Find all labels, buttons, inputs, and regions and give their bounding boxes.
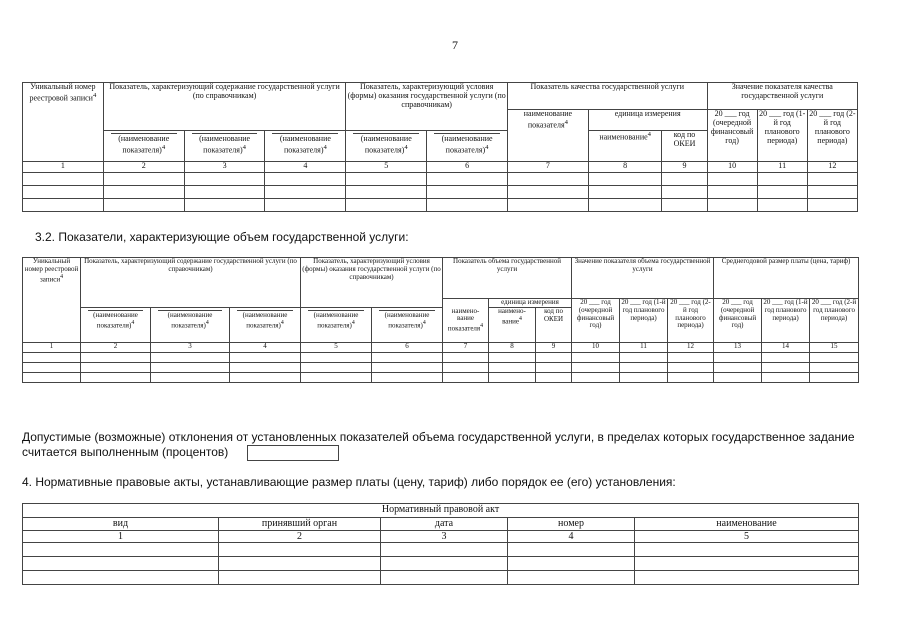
content-sub-1: (наименование показателя)$^4$ [103, 130, 184, 161]
conditions-header: Показатель, характеризующий условия (формы) оказания государственной услуги (по справочникам) [301, 258, 443, 299]
unit-header: единица измерения [489, 299, 572, 308]
registry-header: Уникальный номер реестровой записи$^4$ [23, 258, 81, 343]
act-header: Нормативный правовой акт [23, 504, 859, 518]
content-header: Показатель, характеризующий содержание государственной услуги (по справочникам) [103, 83, 346, 110]
content-spacer [103, 110, 346, 131]
section-4-heading: 4. Нормативные правовые акты, устанавливающие размер платы (цену, тариф) либо порядок ее (его) установления: [22, 475, 676, 489]
col-number: 3 [184, 161, 265, 172]
conditions-sub-1: (наименование показателя)$^4$ [301, 307, 372, 342]
col-number: 2 [81, 342, 151, 352]
quality-values-header: Значение показателя качества государственной услуги [707, 83, 857, 110]
col-number: 10 [707, 161, 757, 172]
year2-header: 20 ___ год (1-й год планового периода) [757, 110, 807, 162]
conditions-sub-2: (наименование показателя)$^4$ [427, 130, 508, 161]
deviation-text-line-1: Допустимые (возможные) отклонения от установленных показателей объема государственной услуги, в пределах которых государственное задание [22, 430, 855, 444]
col-number: 8 [489, 342, 536, 352]
content-sub-3: (наименование показателя)$^4$ [265, 130, 346, 161]
conditions-spacer [346, 110, 508, 131]
unit-header: единица измерения [588, 110, 707, 131]
conditions-sub-1: (наименование показателя)$^4$ [346, 130, 427, 161]
col-number-header: номер [508, 518, 635, 531]
content-sub-2: (наименование показателя)$^4$ [151, 307, 230, 342]
indicator-name-header: наименование показателя$^4$ [508, 110, 589, 162]
unit-name-header: наимено-вание$^4$ [489, 307, 536, 342]
col-number: 2 [219, 531, 381, 543]
table-row [23, 557, 859, 571]
fee-year2-header: 20 ___ год (1-й год планового периода) [762, 299, 810, 343]
okei-header: код по ОКЕИ [536, 307, 572, 342]
year1-header: 20 ___ год (очередной финансовый год) [707, 110, 757, 162]
unit-name-header: наименование$^4$ [588, 130, 662, 161]
col-number: 4 [265, 161, 346, 172]
col-number: 8 [588, 161, 662, 172]
col-number: 7 [508, 161, 589, 172]
content-header: Показатель, характеризующий содержание государственной услуги (по справочникам) [81, 258, 301, 299]
table-row [23, 362, 859, 372]
table-row [23, 198, 858, 211]
content-sub-1: (наименование показателя)$^4$ [81, 307, 151, 342]
table-row [23, 543, 859, 557]
volume-indicators-table [22, 257, 859, 383]
col-number: 2 [103, 161, 184, 172]
col-number: 7 [443, 342, 489, 352]
content-sub-2: (наименование показателя)$^4$ [184, 130, 265, 161]
col-number: 10 [572, 342, 620, 352]
col-issuer-header: принявший орган [219, 518, 381, 531]
col-number: 13 [714, 342, 762, 352]
deviation-percent-field[interactable] [247, 445, 339, 461]
col-number: 6 [427, 161, 508, 172]
col-number: 11 [620, 342, 668, 352]
col-number: 4 [508, 531, 635, 543]
fee-year1-header: 20 ___ год (очередной финансовый год) [714, 299, 762, 343]
col-number: 3 [381, 531, 508, 543]
volume-values-header: Значение показателя объема государственной услуги [572, 258, 714, 299]
col-number: 11 [757, 161, 807, 172]
col-number: 14 [762, 342, 810, 352]
col-number: 5 [635, 531, 859, 543]
vol-year3-header: 20 ___ год (2-й год планового периода) [668, 299, 714, 343]
col-number: 4 [230, 342, 301, 352]
content-spacer [81, 299, 301, 308]
quality-indicators-table [22, 82, 858, 212]
col-kind-header: вид [23, 518, 219, 531]
content-sub-3: (наименование показателя)$^4$ [230, 307, 301, 342]
col-number: 9 [662, 161, 707, 172]
col-date-header: дата [381, 518, 508, 531]
page-number: 7 [452, 38, 458, 52]
col-number: 12 [807, 161, 857, 172]
col-number: 1 [23, 531, 219, 543]
okei-header: код по ОКЕИ [662, 130, 707, 161]
avg-fee-header: Среднегодовой размер платы (цена, тариф) [714, 258, 859, 299]
vol-year2-header: 20 ___ год (1-й год планового периода) [620, 299, 668, 343]
col-number: 15 [810, 342, 859, 352]
col-number: 3 [151, 342, 230, 352]
col-number: 9 [536, 342, 572, 352]
vol-year1-header: 20 ___ год (очередной финансовый год) [572, 299, 620, 343]
conditions-spacer [301, 299, 443, 308]
col-number: 1 [23, 342, 81, 352]
table-row [23, 571, 859, 585]
col-number: 5 [301, 342, 372, 352]
col-title-header: наименование [635, 518, 859, 531]
volume-header: Показатель объема государственной услуги [443, 258, 572, 299]
section-3-2-heading: 3.2. Показатели, характеризующие объем государственной услуги: [35, 230, 409, 244]
table-row [23, 352, 859, 362]
table-row [23, 185, 858, 198]
table-row [23, 372, 859, 382]
fee-year3-header: 20 ___ год (2-й год планового периода) [810, 299, 859, 343]
normative-acts-table [22, 503, 859, 585]
col-number: 6 [372, 342, 443, 352]
registry-header: Уникальный номер реестровой записи$^4$ [23, 83, 104, 162]
indicator-name-header: наимено-вание показателя$^4$ [443, 299, 489, 343]
conditions-header: Показатель, характеризующий условия (формы) оказания государственной услуги (по справочникам) [347, 82, 506, 109]
year3-header: 20 ___ год (2-й год планового периода) [807, 110, 857, 162]
quality-header: Показатель качества государственной услуги [508, 83, 708, 110]
col-number: 1 [23, 161, 104, 172]
col-number: 12 [668, 342, 714, 352]
col-number: 5 [346, 161, 427, 172]
table-row [23, 172, 858, 185]
deviation-text-line-2: считается выполненным (процентов) [22, 445, 229, 459]
conditions-sub-2: (наименование показателя)$^4$ [372, 307, 443, 342]
